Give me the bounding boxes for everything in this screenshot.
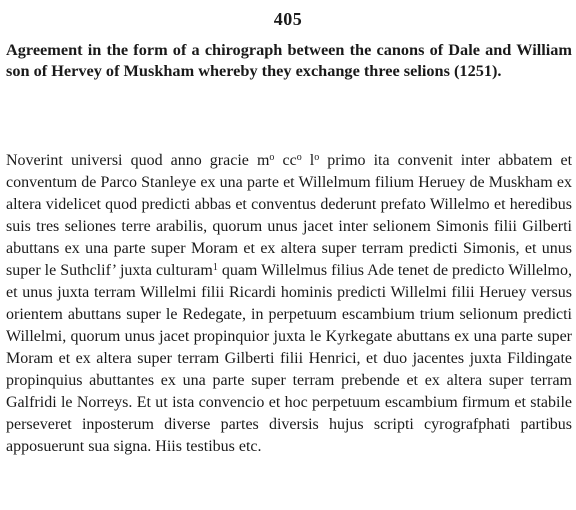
document-body [6, 150, 572, 458]
body-text-part-3: l [301, 152, 315, 169]
document-number: 405 [273, 9, 303, 29]
superscript-o-3: o [314, 152, 320, 163]
superscript-o-2: o [296, 152, 302, 163]
footnote-reference[interactable]: 1 [212, 262, 218, 273]
document-heading: Agreement in the form of a chirograph between the canons of Dale and William son of Hervey of Muskham whereby they exchange three selions (1251). [6, 40, 572, 80]
body-text-part-5: quam Willelmus filius Ade tenet de predicto Willelmo, et unus juxta terram Willelmi filii Ricardi hominis predicti Willelmi filii Heruey versus orientem abuttans super le Redegate, in perpetuum escambium trium selionum predicti Willelmi, quorum unus jacet propinquior juxta le Kyrkegate abuttans ex una parte super Moram et ex altera super terram Gilberti filii Henrici, et duo jacentes juxta Fildingate propinquius abuttantes ex una parte super terram prebende et ex altera super terram Galfridi le Norreys. Et ut ista convencio et hoc perpetuum escambium firmum et stabile perseveret inposterum diverse partes diversis hujus scripti cyrografphati partibus apposuerunt sua signa. Hiis testibus etc. [6, 262, 572, 455]
superscript-o-1: o [269, 152, 275, 163]
body-text-part-4: primo ita convenit inter abbatem et conventum de Parco Stanleye ex una parte et Willelmum filium Heruey de Muskham ex altera videlicet quod predicti abbas et conventus dederunt prefato Willelmo et heredibus suis tres seliones terre arabilis, quorum unus jacet inter selionem Simonis filii Gilberti abuttans ex una parte super Moram et ex altera super terram predicti Simonis, et unus super le Suthclif’ juxta culturam [6, 152, 573, 279]
body-text-part-2: cc [274, 152, 297, 169]
body-text-part-1: Noverint universi quod anno gracie m [6, 152, 270, 169]
